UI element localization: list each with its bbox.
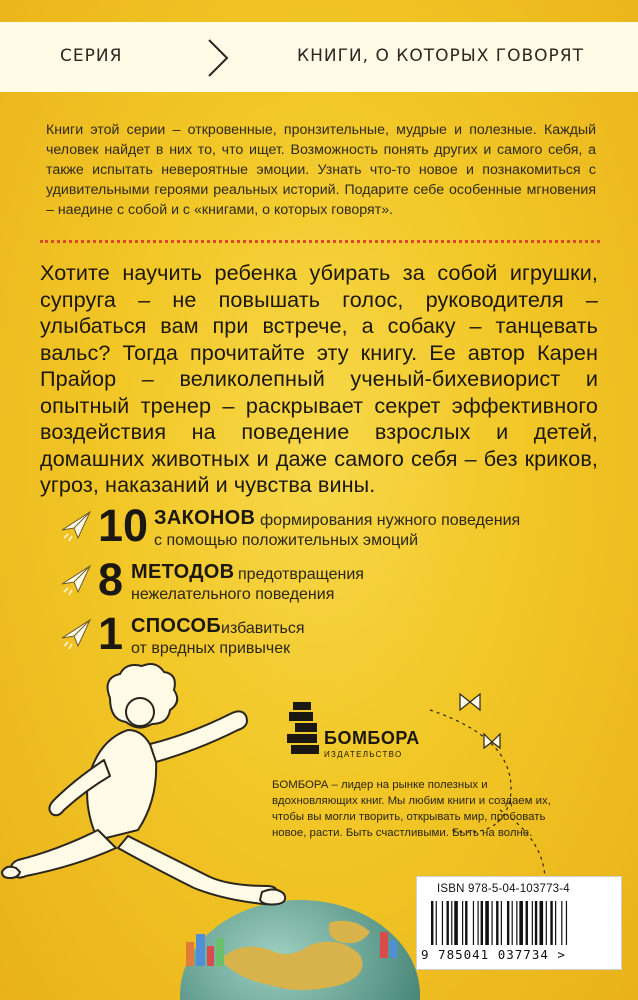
barcode-bar bbox=[454, 901, 458, 945]
fact-tail: формирования нужного поведения bbox=[260, 512, 521, 529]
fact-number: 1 bbox=[98, 608, 124, 659]
bow-tie-icon bbox=[460, 694, 500, 748]
barcode-bar bbox=[555, 901, 556, 945]
fact-word: СПОСОБ bbox=[131, 615, 222, 637]
fact-line2: с помощью положительных эмоций bbox=[154, 532, 419, 549]
barcode-bars bbox=[427, 901, 613, 947]
paper-plane-icon bbox=[60, 562, 92, 596]
isbn-number: ISBN 978-5-04-103773-4 bbox=[437, 883, 570, 895]
dotted-divider bbox=[40, 240, 600, 243]
barcode-bar bbox=[478, 901, 479, 945]
barcode-bar bbox=[561, 901, 562, 945]
publisher-description: БОМБОРА – лидер на рынке полезных и вдохновляющих книг. Мы любим книги и создаем их, чтобы вы могли творить, открывать мир, пробовать новое, расти. Быть счастливыми. Быть на волне. bbox=[272, 779, 551, 839]
series-header bbox=[0, 22, 638, 92]
paper-plane-icon bbox=[60, 616, 92, 650]
barcode-bar bbox=[535, 901, 537, 945]
barcode-bar bbox=[485, 901, 489, 945]
publisher-logo-icon bbox=[285, 698, 325, 756]
fact-line2: нежелательного поведения bbox=[131, 586, 335, 603]
barcode-bar bbox=[550, 901, 552, 945]
series-description: Книги этой серии – откровенные, пронзительные, мудрые и полезные. Каждый человек найдет в них то, что ищет. Возможность понять других и самого себя, а также испытать невероятные эмоции. Узнать что-то новое и познакомиться с удивительными героями реальных историй. Подарите себе особенные мгновения – наедине с собой и с «книгами, о которых говорят». bbox=[46, 122, 596, 218]
paper-plane-icon bbox=[60, 508, 92, 542]
barcode-bar bbox=[465, 901, 467, 945]
fact-item bbox=[60, 556, 600, 612]
barcode-bar bbox=[442, 901, 443, 945]
barcode-bar bbox=[501, 901, 502, 945]
barcode-bar bbox=[512, 901, 513, 945]
publisher-name: БОМБОРА bbox=[324, 728, 420, 748]
fact-item bbox=[60, 610, 600, 666]
barcode-bar bbox=[540, 901, 544, 945]
fact-item bbox=[60, 502, 600, 558]
series-label: СЕРИЯ bbox=[60, 46, 123, 66]
fact-word: МЕТОДОВ bbox=[131, 561, 235, 583]
barcode-bar bbox=[532, 901, 533, 945]
chevron-right-icon bbox=[203, 36, 233, 80]
isbn-barcode bbox=[416, 876, 622, 970]
barcode-digits: 9 785041 037734 > bbox=[421, 947, 566, 962]
barcode-bar bbox=[519, 901, 523, 945]
barcode-bar bbox=[491, 901, 492, 945]
barcode-bar bbox=[566, 901, 567, 945]
barcode-bar bbox=[473, 901, 474, 945]
barcode-bar bbox=[462, 901, 463, 945]
fact-line2: от вредных привычек bbox=[131, 640, 291, 657]
fact-number: 10 bbox=[98, 500, 149, 551]
barcode-bar bbox=[481, 901, 483, 945]
barcode-bar bbox=[451, 901, 452, 945]
fact-number: 8 bbox=[98, 554, 124, 605]
barcode-bar bbox=[507, 901, 509, 945]
book-description: Хотите научить ребенка убирать за собой игрушки, супруга – не повышать голос, руководителя – улыбаться вам при встрече, а собаку – танцевать вальс? Тогда прочитайте эту книгу. Ее автор Карен Прайор – великолепный ученый-бихевиорист и опытный тренер – раскрывает секрет эффективного воздействия на поведение взрослых и детей, домашних животных и даже самого себя – без криков, угроз, наказаний и чувства вины. bbox=[40, 260, 598, 497]
fact-tail: предотвращения bbox=[238, 566, 364, 583]
barcode-bar bbox=[526, 901, 528, 945]
series-name: КНИГИ, О КОТОРЫХ ГОВОРЯТ bbox=[297, 46, 585, 66]
fact-tail: избавиться bbox=[221, 620, 305, 637]
barcode-bar bbox=[516, 901, 517, 945]
barcode-bar bbox=[436, 901, 437, 945]
barcode-bar bbox=[496, 901, 498, 945]
barcode-bar bbox=[546, 901, 547, 945]
fact-word: ЗАКОНОВ bbox=[154, 507, 256, 529]
barcode-bar bbox=[447, 901, 449, 945]
publisher-subtitle: ИЗДАТЕЛЬСТВО bbox=[324, 750, 403, 759]
barcode-bar bbox=[431, 901, 433, 945]
